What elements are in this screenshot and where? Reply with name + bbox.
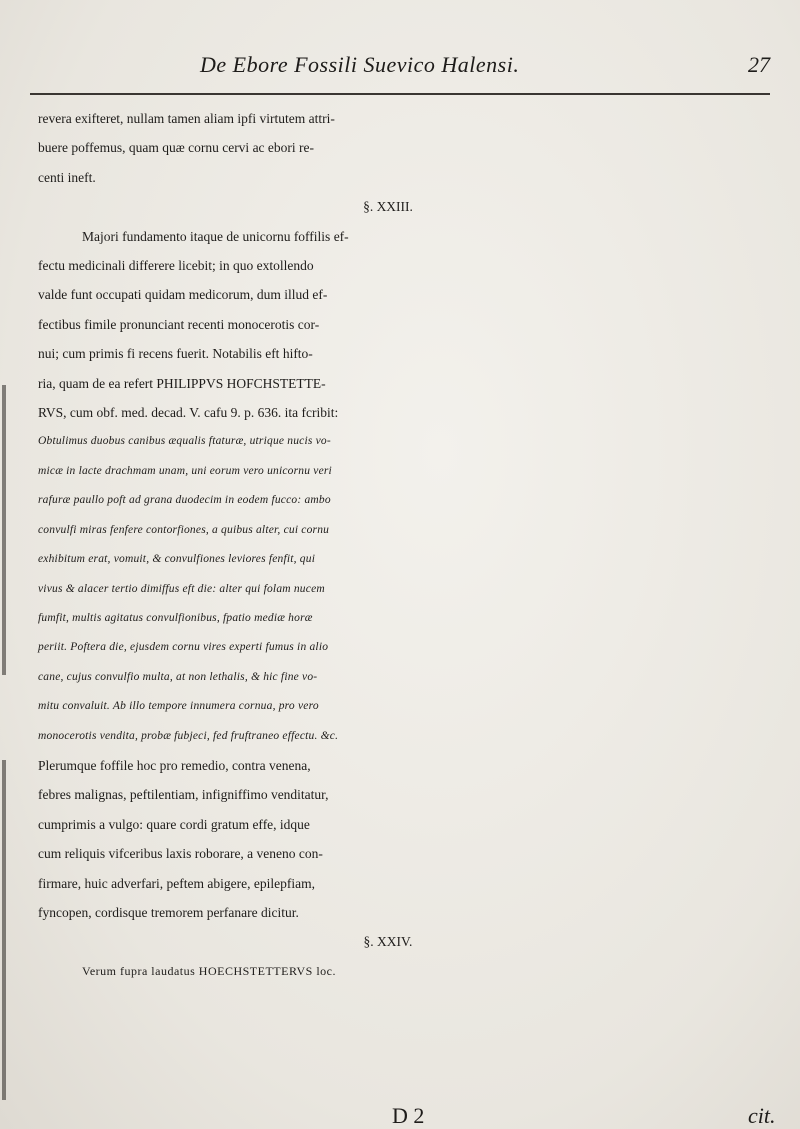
- text-line: periit. Poftera die, ejusdem cornu vires experti fumus in alio: [38, 641, 329, 654]
- margin-bleed: [2, 385, 6, 675]
- text-line: RVS, cum obf. med. decad. V. cafu 9. p. 636. ita fcribit:: [38, 405, 339, 421]
- section-heading: §. XXIV.: [363, 934, 413, 950]
- text-line: fumfit, multis agitatus convulfionibus, fpatio mediæ horæ: [38, 611, 313, 624]
- text-line: Plerumque foffile hoc pro remedio, contra venena,: [38, 757, 311, 773]
- text-line: valde funt occupati quidam medicorum, dum illud ef-: [38, 287, 328, 303]
- text-line: micæ in lacte drachmam unam, uni eorum vero unicornu veri: [38, 464, 332, 477]
- text-line: nui; cum primis fi recens fuerit. Notabilis eft hifto-: [38, 346, 313, 362]
- text-line: fectu medicinali differere licebit; in quo extollendo: [38, 258, 314, 274]
- page-number: 27: [748, 52, 770, 77]
- text-line: febres malignas, peftilentiam, infigniffimo venditatur,: [38, 787, 329, 803]
- running-head: [0, 52, 800, 92]
- text-line: Obtulimus duobus canibus æqualis ftaturæ, utrique nucis vo-: [38, 435, 331, 448]
- running-title: De Ebore Fossili Suevico Halensi.: [200, 52, 520, 77]
- text-line: Verum fupra laudatus HOECHSTETTERVS loc.: [82, 963, 336, 978]
- text-line: buere poffemus, quam quæ cornu cervi ac ebori re-: [38, 140, 315, 156]
- text-line: centi ineft.: [38, 169, 96, 185]
- text-line: cumprimis a vulgo: quare cordi gratum effe, idque: [38, 816, 310, 832]
- text-line: firmare, huic adverfari, peftem abigere, epilepfiam,: [38, 875, 315, 891]
- section-heading: §. XXIII.: [363, 199, 413, 215]
- text-line: cane, cujus convulfio multa, at non lethalis, & hic fine vo-: [38, 670, 318, 683]
- text-line: mitu convaluit. Ab illo tempore innumera cornua, pro vero: [38, 700, 319, 713]
- text-line: convulfi miras fenfere contorfiones, a quibus alter, cui cornu: [38, 523, 330, 536]
- text-line: cum reliquis vifceribus laxis roborare, a veneno con-: [38, 846, 323, 862]
- text-line: rafuræ paullo poft ad grana duodecim in eodem fucco: ambo: [38, 494, 331, 507]
- margin-bleed: [2, 760, 6, 1100]
- text-line: ria, quam de ea refert PHILIPPVS HOFCHSTETTE-: [38, 375, 326, 391]
- text-line: monocerotis vendita, probæ fubjeci, fed fruftraneo effectu. &c.: [38, 729, 339, 742]
- header-rule: [30, 93, 770, 95]
- body-text: [38, 104, 778, 986]
- catchword: cit.: [748, 1103, 776, 1128]
- text-line: revera exifteret, nullam tamen aliam ipfi virtutem attri-: [38, 111, 335, 126]
- text-line: exhibitum erat, vomuit, & convulfiones leviores fenfit, qui: [38, 553, 316, 566]
- text-line: fyncopen, cordisque tremorem perfanare dicitur.: [38, 904, 299, 920]
- text-line: fectibus fimile pronunciant recenti monocerotis cor-: [38, 316, 320, 332]
- signature-mark: D 2: [392, 1103, 425, 1128]
- text-line: vivus & alacer tertio dimiffus eft die: alter qui folam nucem: [38, 582, 325, 595]
- text-line: Majori fundamento itaque de unicornu foffilis ef-: [82, 228, 349, 244]
